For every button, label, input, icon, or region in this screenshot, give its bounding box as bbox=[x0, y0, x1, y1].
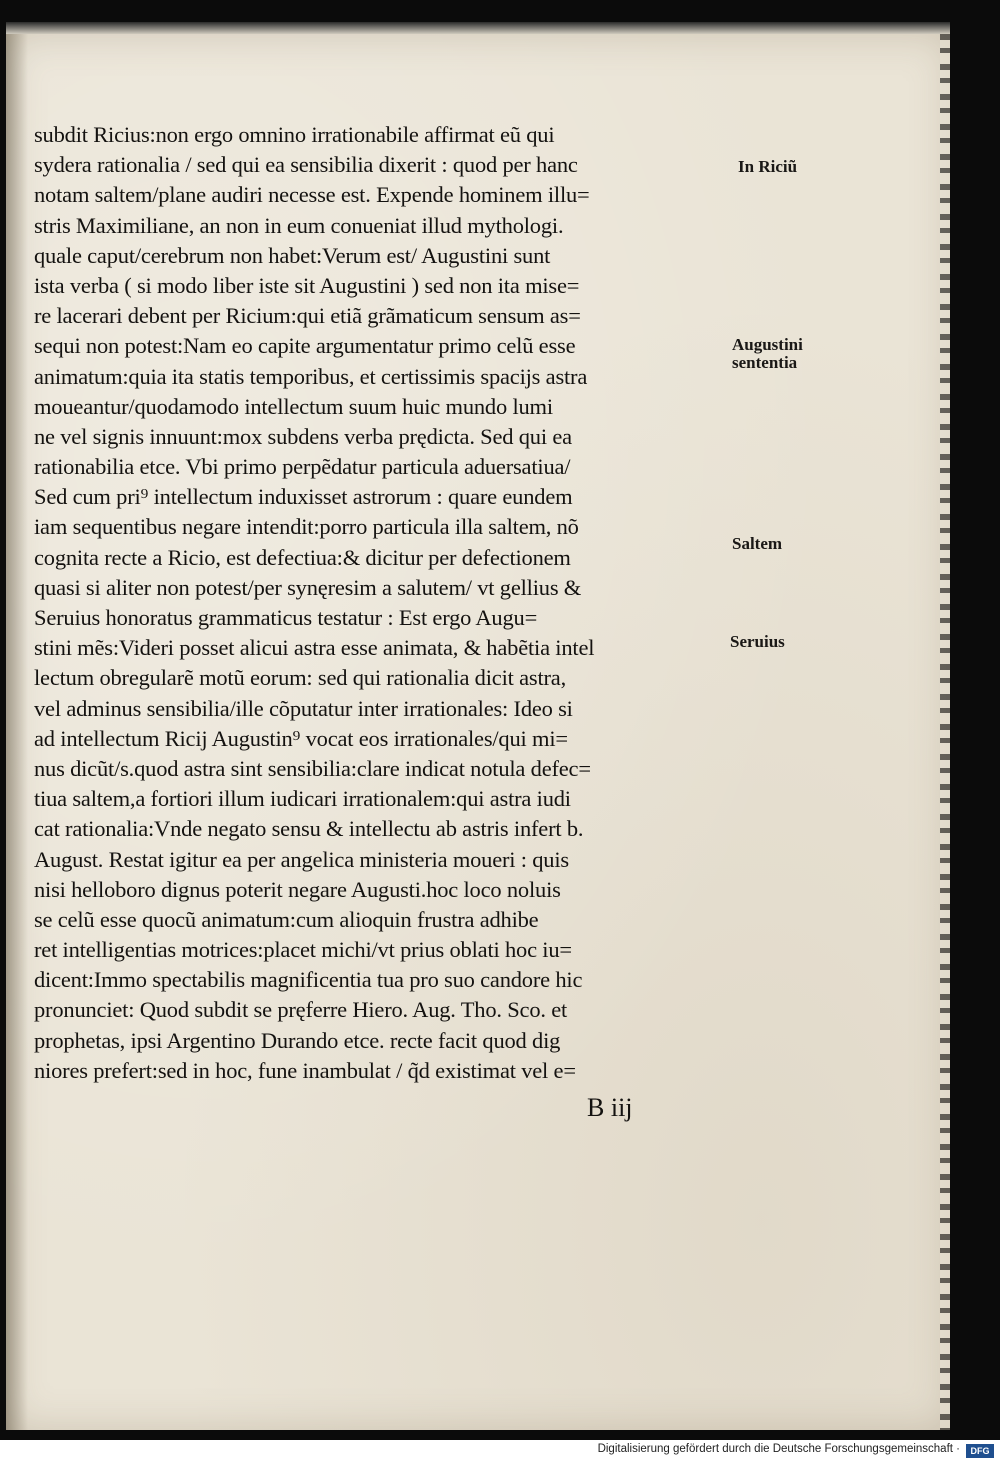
text-line: iam sequentibus negare intendit:porro particula illa saltem, nõ bbox=[34, 514, 579, 540]
text-line: ne vel signis innuunt:mox subdens verba prędicta. Sed qui ea bbox=[34, 423, 572, 449]
text-line: ret intelligentias motrices:placet michi/vt prius oblati hoc iu= bbox=[34, 937, 572, 963]
text-line: subdit Ricius:non ergo omnino irrationabile affirmat eũ qui bbox=[34, 122, 555, 147]
marginal-note-saltem: Saltem bbox=[732, 534, 783, 553]
text-line: se celũ esse quocũ animatum:cum alioquin frustra adhibe bbox=[34, 906, 539, 932]
marginal-note-seruius: Seruius bbox=[730, 632, 785, 651]
dfg-logo: DFG bbox=[966, 1444, 994, 1458]
text-line: August. Restat igitur ea per angelica ministeria moueri : quis bbox=[34, 846, 569, 872]
text-line: nisi helloboro dignus poterit negare Augusti.hoc loco noluis bbox=[34, 876, 561, 902]
text-line: Sed cum pri⁹ intellectum induxisset astrorum : quare eundem bbox=[34, 484, 573, 510]
text-line: nus dicũt/s.quod astra sint sensibilia:clare indicat notula defec= bbox=[34, 755, 591, 781]
text-line: tiua saltem,a fortiori illum iudicari irrationalem:qui astra iudi bbox=[34, 786, 571, 812]
footer-credit: Digitalisierung gefördert durch die Deutsche Forschungsgemeinschaft · bbox=[597, 1443, 960, 1455]
text-line: stris Maximiliane, an non in eum conueniat illud mythologi. bbox=[34, 212, 564, 238]
marginal-note-augustini-sententia bbox=[732, 336, 803, 372]
text-line: re lacerari debent per Ricium:qui etiã grãmaticum sensum as= bbox=[34, 303, 581, 329]
text-line: stini mẽs:Videri posset alicui astra esse animata, & habẽtia intel bbox=[34, 635, 595, 661]
text-line: niores prefert:sed in hoc, fune inambulat / q̃d existimat vel e= bbox=[34, 1057, 576, 1083]
text-line: quale caput/cerebrum non habet:Verum est/ Augustini sunt bbox=[34, 242, 551, 268]
text-line: vel adminus sensibilia/ille cõputatur inter irrationales: Ideo si bbox=[34, 695, 573, 721]
page-torn-edge bbox=[940, 34, 950, 1430]
text-line: animatum:quia ita statis temporibus, et certissimis spacijs astra bbox=[34, 363, 588, 389]
marginal-note-line: Augustini bbox=[732, 335, 803, 354]
text-line: Seruius honoratus grammaticus testatur : Est ergo Augu= bbox=[34, 605, 538, 630]
marginal-note-in-ricio: In Riciũ bbox=[738, 157, 798, 176]
text-line: rationabilia etce. Vbi primo perpẽdatur particula aduersatiua/ bbox=[34, 454, 571, 480]
text-line: prophetas, ipsi Argentino Durando etce. recte facit quod dig bbox=[34, 1027, 561, 1053]
text-line: sydera rationalia / sed qui ea sensibilia dixerit : quod per hanc bbox=[34, 152, 578, 178]
text-line: ad intellectum Ricij Augustin⁹ vocat eos irrationales/qui mi= bbox=[34, 725, 568, 751]
footer-bar bbox=[0, 1440, 1000, 1462]
text-line: quasi si aliter non potest/per synęresim a salutem/ vt gellius & bbox=[34, 574, 582, 600]
signature-mark: B iij bbox=[587, 1093, 633, 1122]
text-line: pronunciet: Quod subdit se pręferre Hiero. Aug. Tho. Sco. et bbox=[34, 997, 568, 1023]
text-line: lectum obregularẽ motũ eorum: sed qui rationalia dicit astra, bbox=[34, 665, 566, 691]
text-line: dicent:Immo spectabilis magnificentia tua pro suo candore hic bbox=[34, 967, 583, 993]
text-line: sequi non potest:Nam eo capite argumentatur primo celũ esse bbox=[34, 333, 576, 359]
text-line: ista verba ( si modo liber iste sit Augustini ) sed non ita mise= bbox=[34, 272, 580, 298]
text-line: cognita recte a Ricio, est defectiua:& dicitur per defectionem bbox=[34, 544, 571, 570]
body-text bbox=[34, 120, 724, 1086]
marginal-note-line: sententia bbox=[732, 353, 798, 372]
text-line: cat rationalia:Vnde negato sensu & intellectu ab astris infert b. bbox=[34, 816, 584, 842]
page-gutter-shadow bbox=[6, 34, 28, 1430]
text-line: moueantur/quodamodo intellectum suum huic mundo lumi bbox=[34, 393, 553, 419]
text-line: notam saltem/plane audiri necesse est. Expende hominem illu= bbox=[34, 182, 590, 208]
